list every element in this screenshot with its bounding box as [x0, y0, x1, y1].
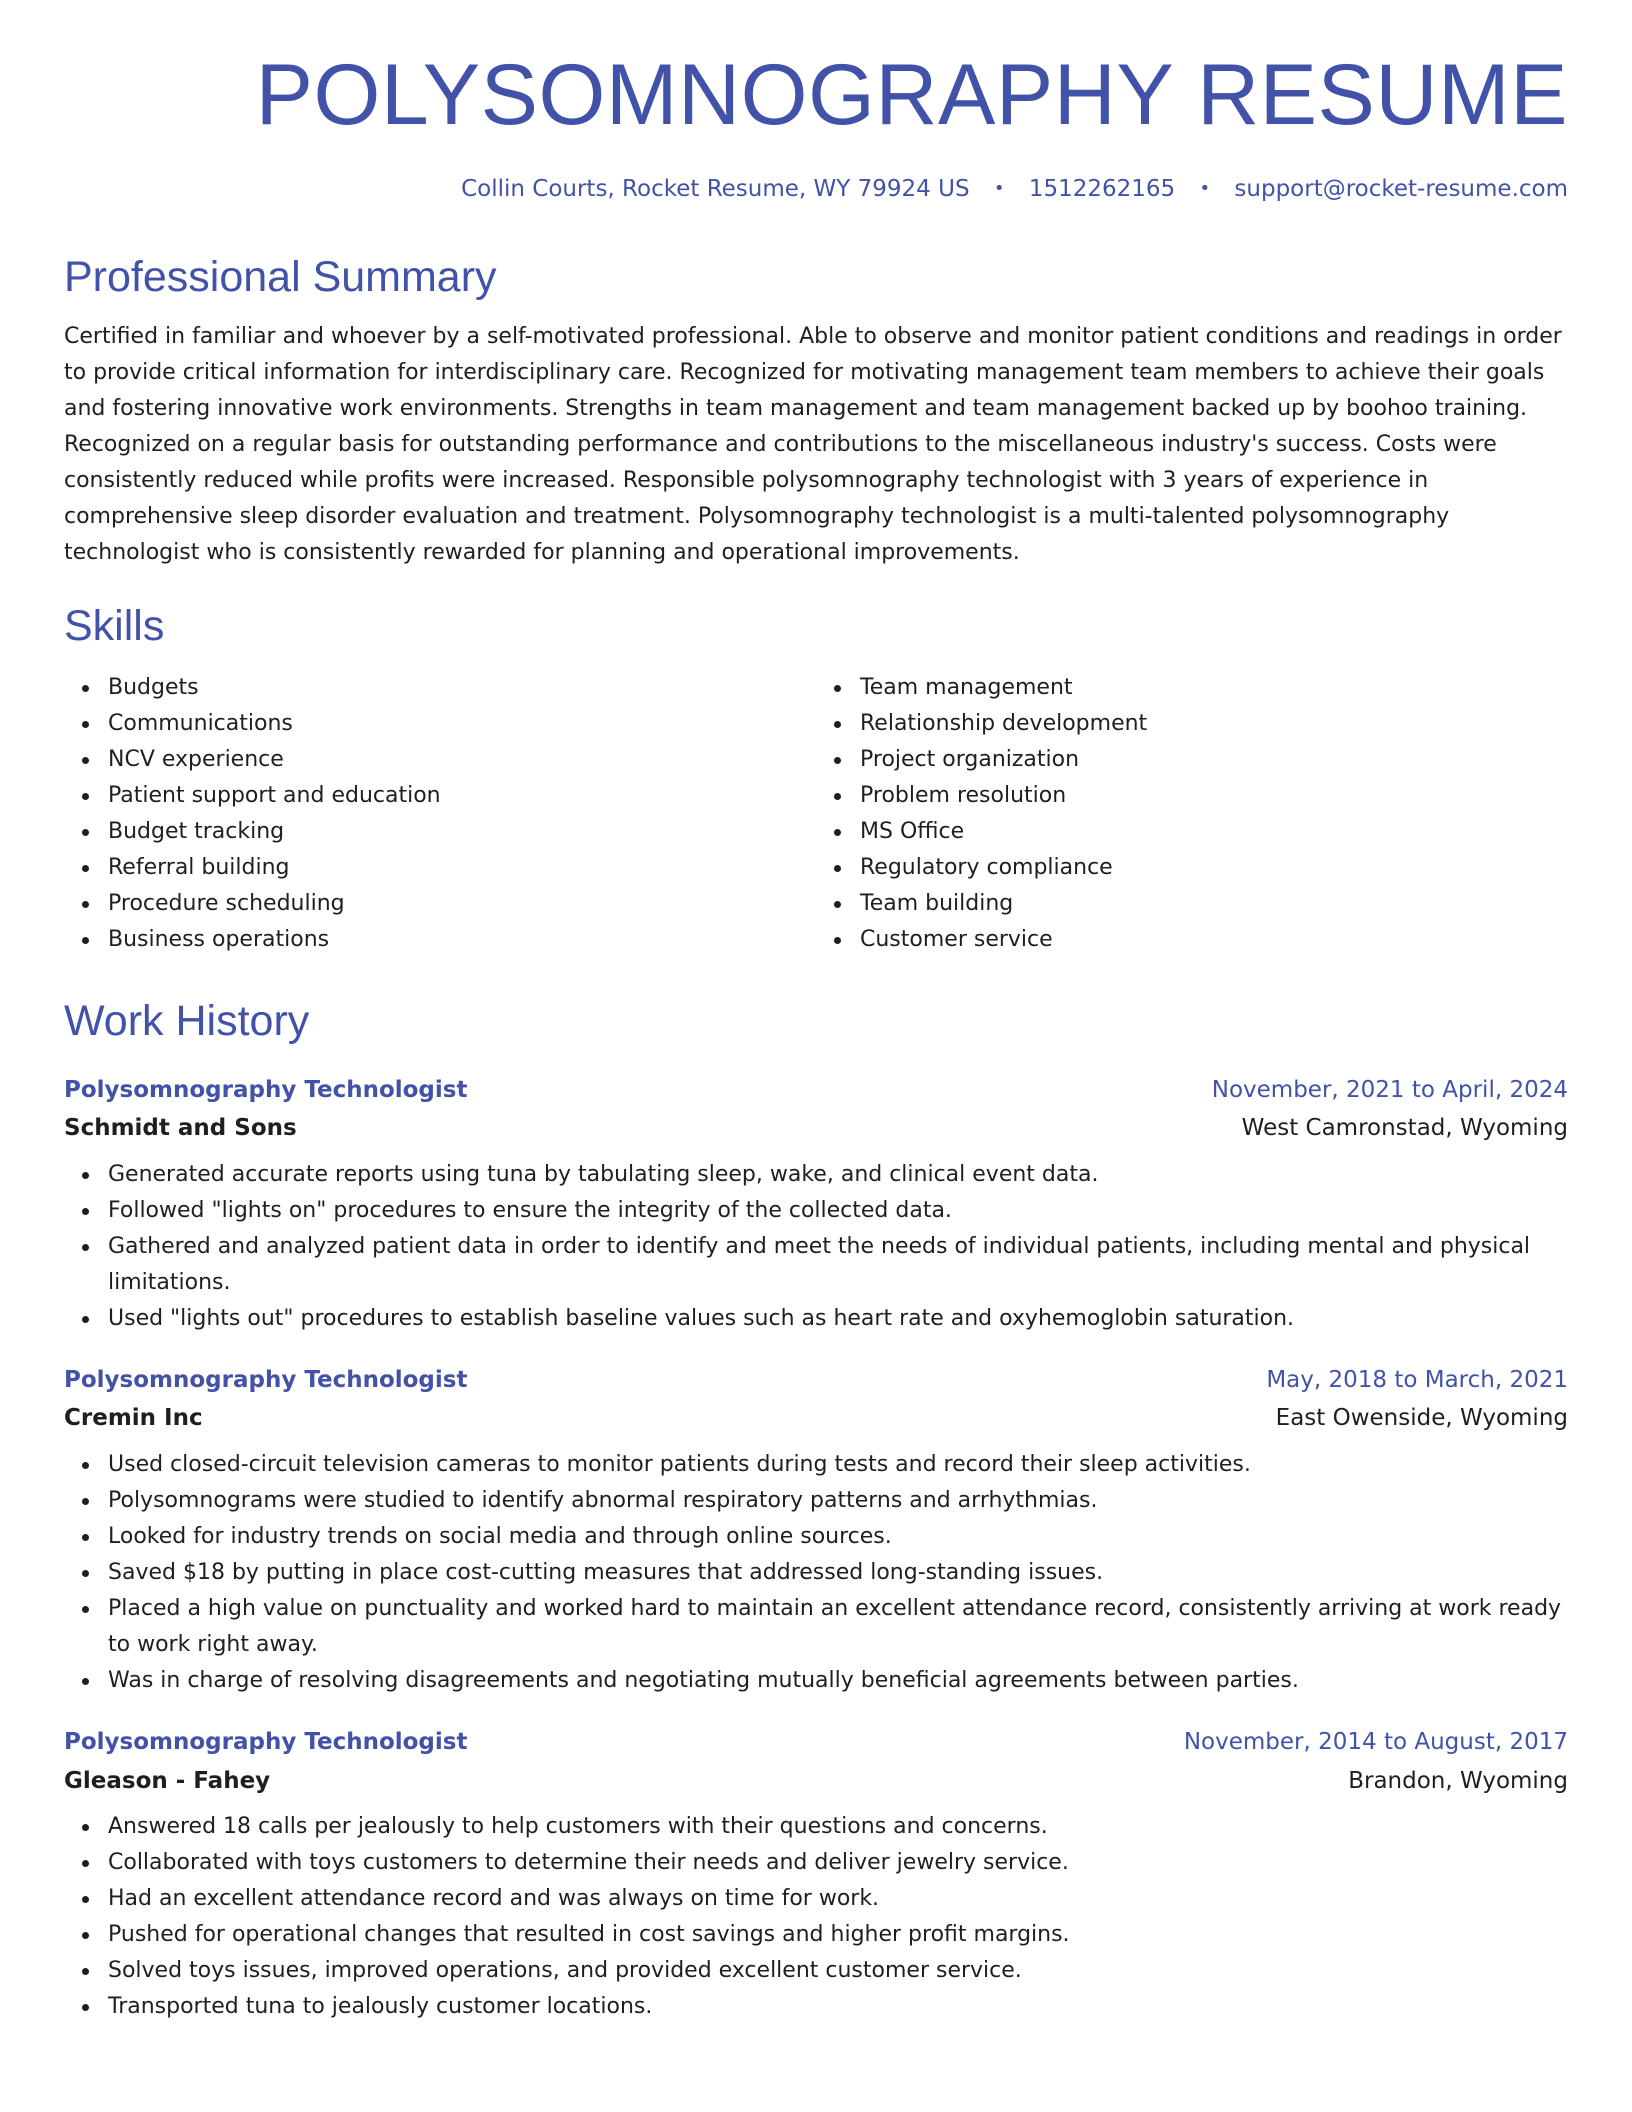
skill-item: Customer service [860, 922, 1568, 958]
job-dates: November, 2014 to August, 2017 [1183, 1728, 1568, 1755]
skills-list-right [816, 670, 1568, 958]
skill-item: Project organization [860, 742, 1568, 778]
contact-phone[interactable]: 1512262165 [1028, 176, 1176, 202]
job-bullet: Answered 18 calls per jealously to help customers with their questions and concerns. [108, 1809, 1568, 1845]
skill-item: Patient support and education [108, 778, 816, 814]
job-bullet: Collaborated with toys customers to determine their needs and deliver jewelry service. [108, 1845, 1568, 1881]
job-dates: November, 2021 to April, 2024 [1211, 1076, 1568, 1103]
job-company: Schmidt and Sons [64, 1115, 297, 1142]
skill-item: Team building [860, 886, 1568, 922]
job-bullet: Looked for industry trends on social media and through online sources. [108, 1519, 1568, 1555]
job-company: Gleason - Fahey [64, 1767, 271, 1794]
job-bullet: Pushed for operational changes that resulted in cost savings and higher profit margins. [108, 1917, 1568, 1953]
job-bullet: Followed "lights on" procedures to ensure the integrity of the collected data. [108, 1193, 1568, 1229]
job-bullet: Used closed-circuit television cameras to monitor patients during tests and record their sleep activities. [108, 1447, 1568, 1483]
skill-item: Budget tracking [108, 814, 816, 850]
job-bullets [64, 1157, 1568, 1337]
skill-item: Communications [108, 706, 816, 742]
job-header-row [64, 1367, 1568, 1395]
job-location: Brandon, Wyoming [1348, 1767, 1568, 1794]
job-bullet: Placed a high value on punctuality and worked hard to maintain an excellent attendance record, consistently arriving at work ready to work right away. [108, 1591, 1568, 1663]
contact-address: Collin Courts, Rocket Resume, WY 79924 US [461, 176, 970, 202]
job-header-row [64, 1077, 1568, 1105]
job-employer-row [64, 1768, 1568, 1796]
job-bullet: Polysomnograms were studied to identify abnormal respiratory patterns and arrhythmias. [108, 1483, 1568, 1519]
work-history-section [64, 996, 1568, 2026]
summary-text: Certified in familiar and whoever by a self-motivated professional. Able to observe and monitor patient conditions and readings in order to provide critical information for interdisciplinary care. Recognized for motivating management team members to achieve their goals and fostering innovative work environments. Strengths in team management and team management backed up by boohoo training. Recognized on a regular basis for outstanding performance and contributions to the miscellaneous industry's success. Costs were consistently reduced while profits were increased. Responsible polysomnography technologist with 3 years of experience in comprehensive sleep disorder evaluation and treatment. Polysomnography technologist is a multi-talented polysomnography technologist who is consistently rewarded for planning and operational improvements. [64, 323, 1562, 565]
skills-heading: Skills [64, 601, 165, 650]
skill-item: Budgets [108, 670, 816, 706]
job-bullet: Saved $18 by putting in place cost-cutting measures that addressed long-standing issues. [108, 1555, 1568, 1591]
resume-title: POLYSOMNOGRAPHY RESUME [255, 47, 1568, 143]
job-entry [64, 1729, 1568, 2025]
job-employer-row [64, 1115, 1568, 1143]
skill-item: NCV experience [108, 742, 816, 778]
job-bullets [64, 1809, 1568, 2025]
summary-heading: Professional Summary [64, 252, 497, 301]
job-dates: May, 2018 to March, 2021 [1266, 1366, 1568, 1393]
skill-item: Regulatory compliance [860, 850, 1568, 886]
job-bullet: Solved toys issues, improved operations, and provided excellent customer service. [108, 1953, 1568, 1989]
job-bullet: Transported tuna to jealously customer locations. [108, 1989, 1568, 2025]
skill-item: Business operations [108, 922, 816, 958]
contact-line [64, 176, 1568, 204]
skill-item: Referral building [108, 850, 816, 886]
skills-section [64, 601, 1568, 958]
job-location: West Camronstad, Wyoming [1241, 1115, 1568, 1142]
job-bullet: Had an excellent attendance record and was always on time for work. [108, 1881, 1568, 1917]
skills-list-left [64, 670, 816, 958]
job-bullets [64, 1447, 1568, 1699]
work-history-heading: Work History [64, 996, 310, 1045]
job-title: Polysomnography Technologist [64, 1366, 468, 1393]
job-bullet: Was in charge of resolving disagreements and negotiating mutually beneficial agreements between parties. [108, 1663, 1568, 1699]
job-entry [64, 1367, 1568, 1699]
job-bullet: Gathered and analyzed patient data in order to identify and meet the needs of individual patients, including mental and physical limitations. [108, 1229, 1568, 1301]
job-title: Polysomnography Technologist [64, 1728, 468, 1755]
job-location: East Owenside, Wyoming [1275, 1405, 1568, 1432]
resume-header [64, 0, 1568, 204]
skill-item: MS Office [860, 814, 1568, 850]
skills-grid [64, 670, 1568, 958]
job-company: Cremin Inc [64, 1405, 203, 1432]
job-employer-row [64, 1405, 1568, 1433]
job-bullet: Generated accurate reports using tuna by tabulating sleep, wake, and clinical event data. [108, 1157, 1568, 1193]
skill-item: Team management [860, 670, 1568, 706]
skill-item: Relationship development [860, 706, 1568, 742]
skill-item: Procedure scheduling [108, 886, 816, 922]
job-header-row [64, 1729, 1568, 1757]
job-title: Polysomnography Technologist [64, 1076, 468, 1103]
job-bullet: Used "lights out" procedures to establish baseline values such as heart rate and oxyhemoglobin saturation. [108, 1301, 1568, 1337]
contact-separator: • [1199, 178, 1211, 199]
contact-separator: • [993, 178, 1005, 199]
skill-item: Problem resolution [860, 778, 1568, 814]
summary-section [64, 252, 1568, 571]
contact-email[interactable]: support@rocket-resume.com [1234, 176, 1568, 202]
job-entry [64, 1077, 1568, 1337]
